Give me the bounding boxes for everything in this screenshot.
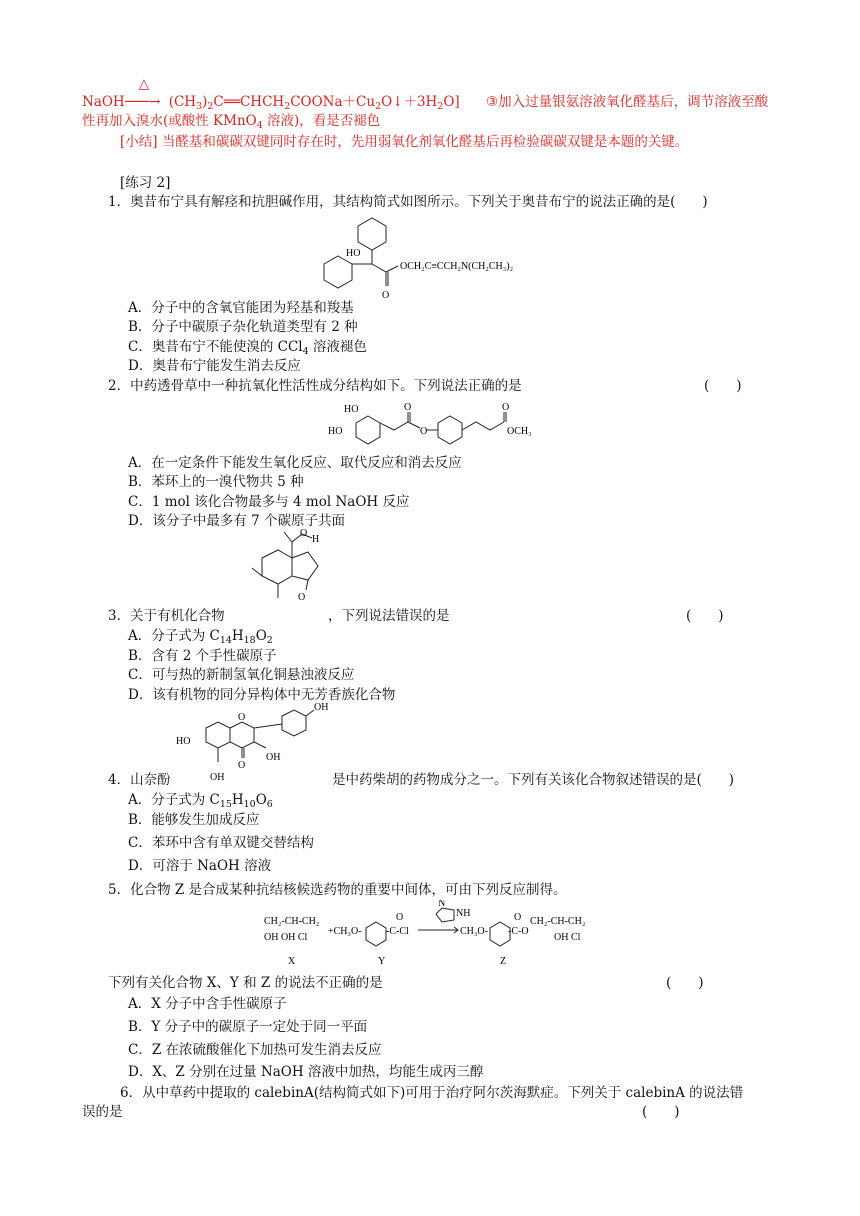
q3-stem-b: ，下列说法错误的是 bbox=[328, 608, 450, 624]
heat-arrow: △ ───→ bbox=[124, 76, 161, 110]
q1-option-b: B．分子中碳原子杂化轨道类型有 2 种 bbox=[128, 319, 358, 335]
q1-side-chain: OCH₂C≡CCH₂N(CH₂CH₃)₂ bbox=[400, 261, 514, 272]
svg-text:CH₃O-: CH₃O- bbox=[460, 926, 488, 937]
q5-answer-paren: ( ) bbox=[666, 975, 704, 991]
q6-stem-b: 误的是 bbox=[82, 1104, 123, 1120]
svg-text:-C-O: -C-O bbox=[508, 926, 529, 937]
q5-option-b: B．Y 分子中的碳原子一定处于同一平面 bbox=[128, 1019, 368, 1035]
q6-stem-a: 6．从中草药中提取的 calebinA(结构简式如下)可用于治疗阿尔茨海默症。下列关于 calebinA 的说法错 bbox=[120, 1085, 744, 1101]
reaction-product: $(CH_3)_2C══CHCH_2COONa+Cu_2O↓+3H_2O$] bbox=[168, 94, 460, 112]
label-z: Z bbox=[500, 956, 507, 967]
step3-text-a: ③加入过量银氨溶液氧化醛基后，调节溶液至酸 bbox=[485, 94, 769, 110]
q5-sub-stem: 下列有关化合物 X、Y 和 Z 的说法不正确的是 bbox=[108, 975, 383, 991]
q4-structure bbox=[174, 702, 344, 782]
q2-answer-paren: ( ) bbox=[704, 378, 742, 394]
q3-answer-paren: ( ) bbox=[686, 608, 724, 624]
q4-stem-a: 4．山奈酚 bbox=[108, 772, 171, 788]
svg-text:HO: HO bbox=[346, 248, 361, 259]
label-x: X bbox=[288, 956, 296, 967]
svg-text:HO: HO bbox=[344, 404, 359, 415]
svg-text:CH₂-CH-CH₂: CH₂-CH-CH₂ bbox=[530, 916, 586, 927]
svg-text:CH₂-CH-CH₂: CH₂-CH-CH₂ bbox=[264, 916, 320, 927]
svg-text:NH: NH bbox=[456, 908, 471, 919]
q2-option-c: C．1 mol 该化合物最多与 4 mol NaOH 反应 bbox=[128, 494, 410, 510]
svg-text:OCH₃: OCH₃ bbox=[507, 426, 532, 437]
q2-option-b: B．苯环上的一溴代物共 5 种 bbox=[128, 474, 304, 490]
svg-text:O: O bbox=[238, 712, 246, 723]
svg-text:O: O bbox=[502, 402, 510, 413]
q2-option-d: D．该分子中最多有 7 个碳原子共面 bbox=[128, 513, 345, 529]
q3-option-c: C．可与热的新制氢氧化铜悬浊液反应 bbox=[128, 667, 355, 683]
heat-symbol: △ bbox=[138, 76, 150, 92]
q1-structure bbox=[320, 212, 550, 304]
svg-text:OH OH Cl: OH OH Cl bbox=[264, 932, 308, 943]
q1-stem: 1．奥昔布宁具有解痉和抗胆碱作用，其结构简式如图所示。下列关于奥昔布宁的说法正确的是( ) bbox=[108, 194, 708, 210]
svg-text:-C-Cl: -C-Cl bbox=[386, 926, 409, 937]
svg-text:O: O bbox=[238, 760, 246, 771]
q5-option-a: A．X 分子中含手性碳原子 bbox=[128, 996, 287, 1012]
q4-option-d: D．可溶于 NaOH 溶液 bbox=[128, 858, 272, 874]
q4-option-a: A．分子式为 $C_{15}H_{10}O_6$ bbox=[128, 792, 273, 810]
svg-text:+CH₃O-: +CH₃O- bbox=[328, 926, 362, 937]
svg-text:O: O bbox=[514, 912, 522, 923]
svg-text:O: O bbox=[420, 426, 428, 437]
svg-text:HO: HO bbox=[176, 736, 191, 747]
q5-option-d: D．X、Z 分别在过量 NaOH 溶液中加热，均能生成丙三醇 bbox=[128, 1064, 484, 1080]
svg-text:O: O bbox=[382, 290, 390, 301]
svg-text:OH: OH bbox=[210, 772, 225, 782]
q2-structure bbox=[324, 400, 544, 450]
q2-stem: 2．中药透骨草中一种抗氧化性活性成分结构如下。下列说法正确的是 bbox=[108, 378, 522, 394]
q4-option-c: C．苯环中含有单双键交替结构 bbox=[128, 835, 314, 851]
svg-text:OH: OH bbox=[266, 752, 281, 763]
q3-option-a: A．分子式为 $C_{14}H_{18}O_2$ bbox=[128, 628, 273, 646]
svg-text:OH: OH bbox=[314, 702, 329, 713]
q1-option-c: C．奥昔布宁不能使溴的 CCl$_4$ 溶液褪色 bbox=[128, 339, 367, 357]
q4-stem-b: 是中药柴胡的药物成分之一。下列有关该化合物叙述错误的是( ) bbox=[332, 772, 735, 788]
svg-text:O: O bbox=[404, 402, 412, 413]
q1-option-a: A．分子中的含氧官能团为羟基和羧基 bbox=[128, 300, 354, 316]
reaction-line bbox=[82, 76, 769, 112]
label-y: Y bbox=[378, 956, 386, 967]
q5-reaction bbox=[262, 900, 602, 972]
svg-text:O: O bbox=[396, 912, 404, 923]
reagent: NaOH bbox=[82, 94, 125, 110]
q3-option-d: D．该有机物的同分异构体中无芳香族化合物 bbox=[128, 687, 396, 703]
q3-stem-a: 3．关于有机化合物 bbox=[108, 608, 225, 624]
svg-text:OH Cl: OH Cl bbox=[554, 932, 581, 943]
summary: [小结] 当醛基和碳碳双键同时存在时，先用弱氧化剂氧化醛基后再检验碳碳双键是本题的关键。 bbox=[120, 134, 689, 150]
svg-text:O: O bbox=[300, 528, 308, 539]
svg-text:H: H bbox=[312, 534, 320, 545]
q2-option-a: A．在一定条件下能发生氧化反应、取代反应和消去反应 bbox=[128, 455, 462, 471]
benzene-ring bbox=[324, 256, 352, 288]
step3-text-b: 性再加入溴水(或酸性 KMnO$_4$ 溶液)，看是否褪色 bbox=[82, 113, 381, 131]
svg-text:HO: HO bbox=[328, 426, 343, 437]
q6-answer-paren: ( ) bbox=[642, 1104, 680, 1120]
svg-text:N: N bbox=[438, 900, 446, 909]
q5-stem: 5．化合物 Z 是合成某种抗结核候选药物的重要中间体，可由下列反应制得。 bbox=[108, 882, 567, 898]
section-title: [练习 2] bbox=[120, 175, 171, 191]
q1-option-d: D．奥昔布宁能发生消去反应 bbox=[128, 358, 301, 374]
q4-option-b: B．能够发生加成反应 bbox=[128, 812, 260, 828]
q3-option-b: B．含有 2 个手性碳原子 bbox=[128, 648, 277, 664]
cyclohexane-ring bbox=[358, 218, 386, 250]
q3-structure bbox=[240, 528, 330, 608]
q5-option-c: C．Z 在浓硫酸催化下加热可发生消去反应 bbox=[128, 1042, 382, 1058]
svg-text:O: O bbox=[298, 592, 306, 603]
